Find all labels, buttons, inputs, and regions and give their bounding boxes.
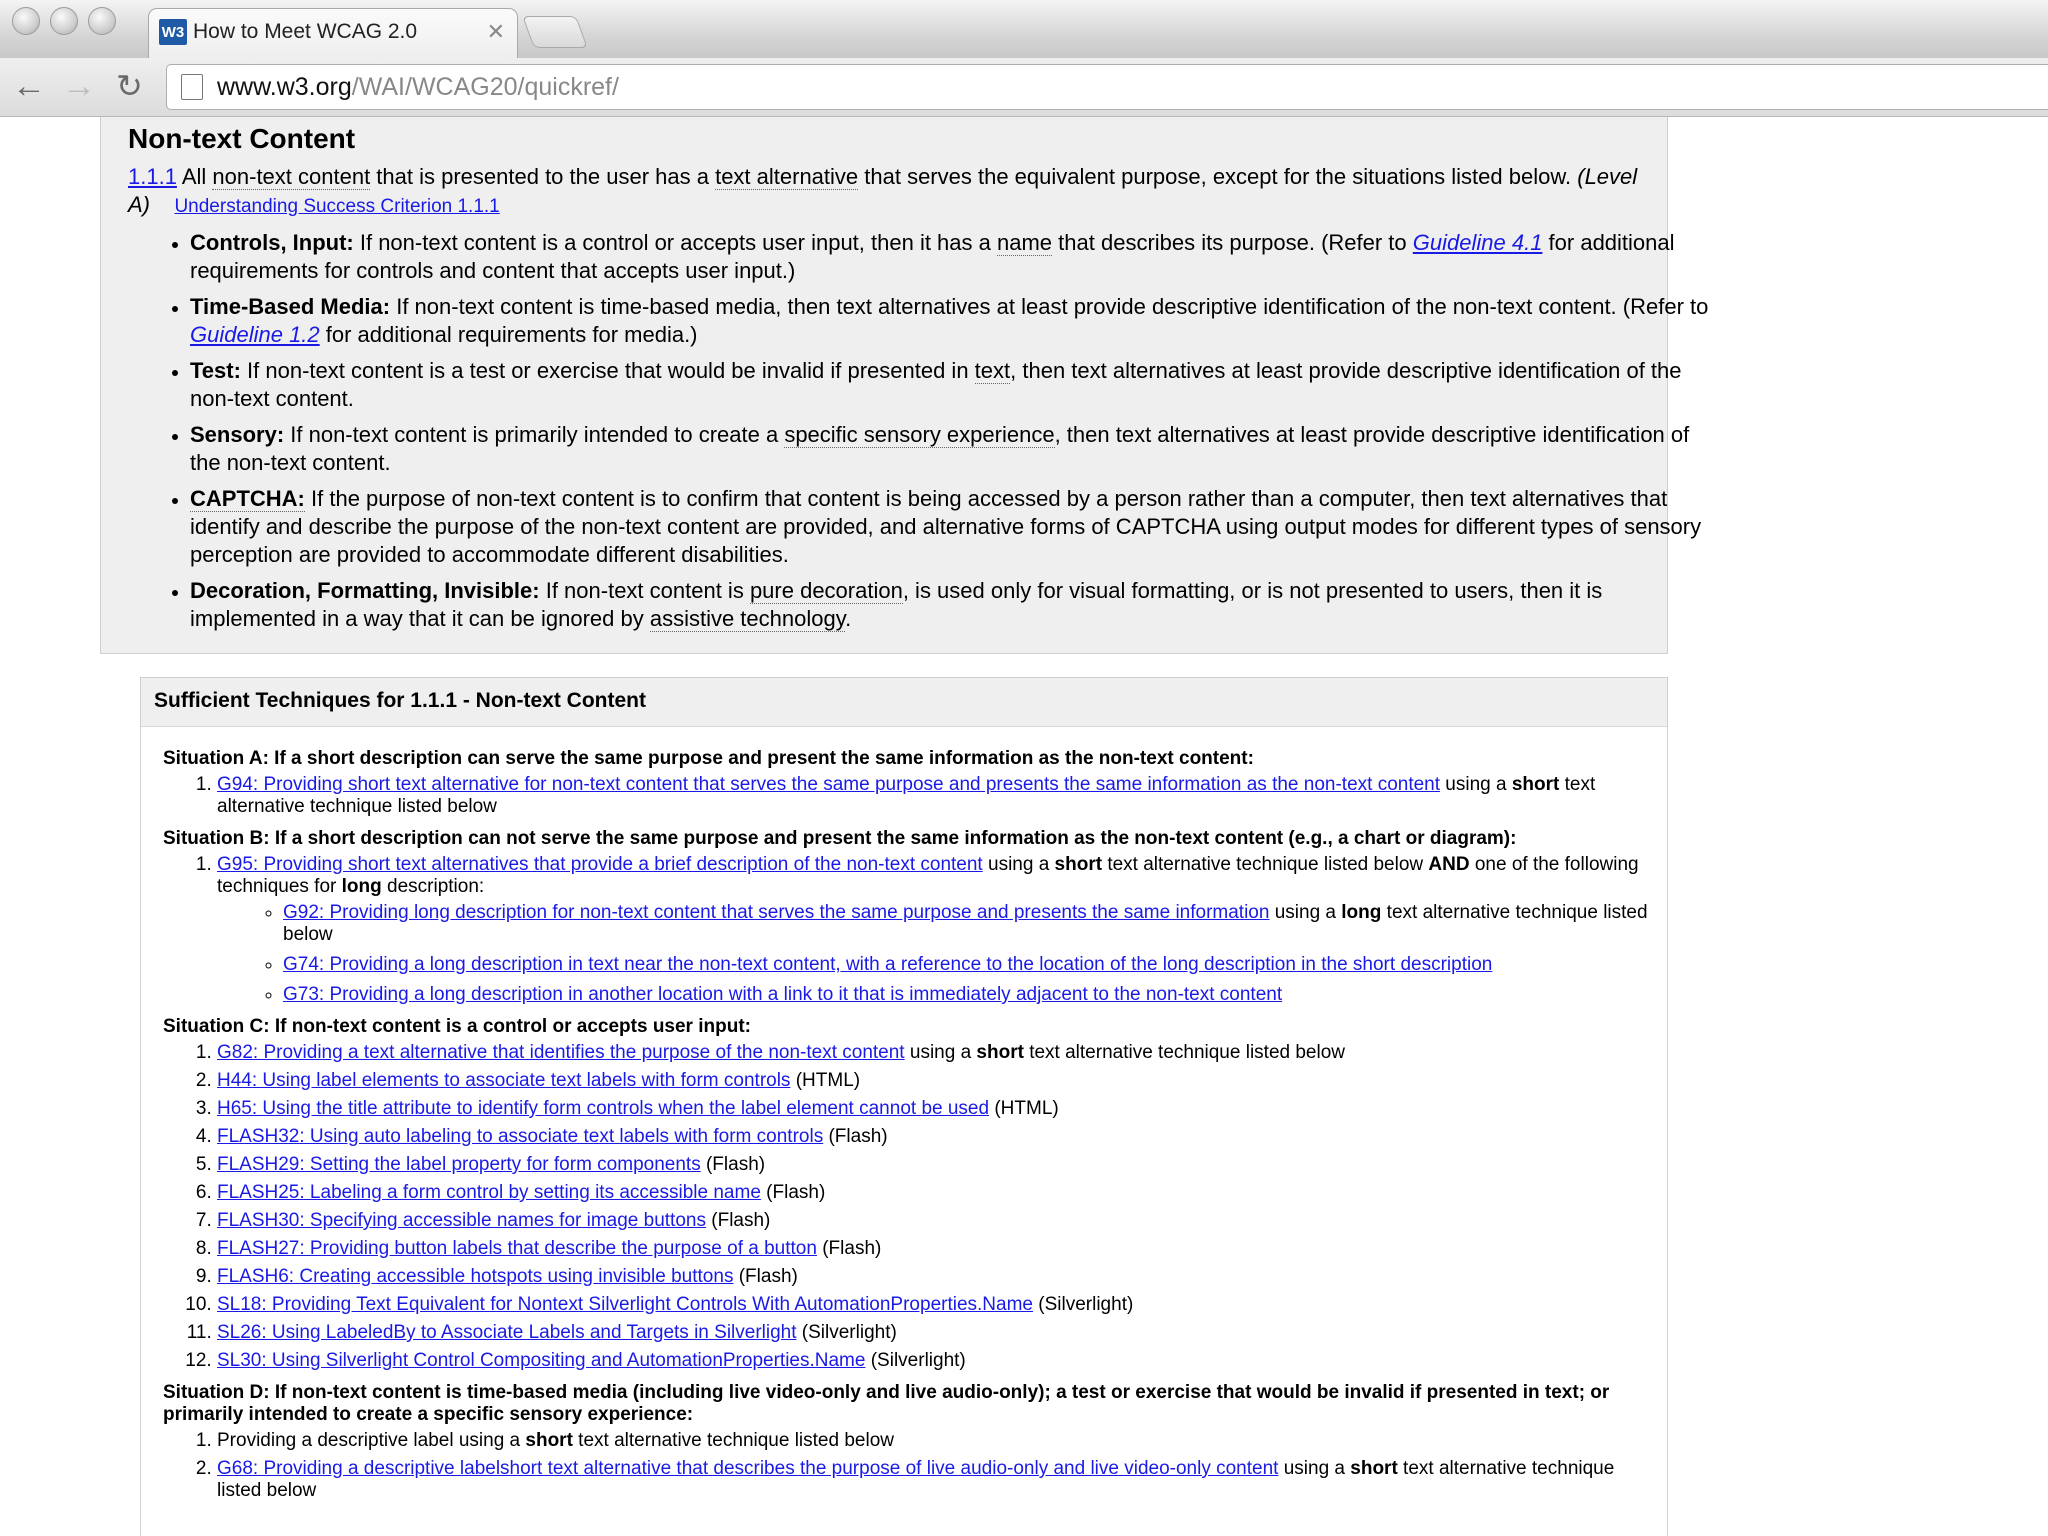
zoom-window-button[interactable] — [88, 7, 116, 35]
page-content — [0, 117, 2048, 1536]
technique-link-g68[interactable]: G68: Providing a descriptive labelshort text alternative that describes the purpose of live audio-only and live video-only content — [217, 1458, 1279, 1479]
w3c-favicon-icon: W3 — [159, 19, 187, 45]
list-item: 11. SL26: Using LabeledBy to Associate Labels and Targets in Silverlight (Silverlight) — [217, 1322, 1658, 1344]
list-item: 1. Providing a descriptive label using a short text alternative technique listed below — [217, 1430, 1658, 1452]
forward-arrow-icon[interactable]: → — [62, 67, 96, 105]
list-item: 8. FLASH27: Providing button labels that describe the purpose of a button (Flash) — [217, 1238, 1658, 1260]
list-item: 3. H65: Using the title attribute to identify form controls when the label element cannot be used (HTML) — [217, 1098, 1658, 1120]
technique-link-flash30[interactable]: FLASH30: Specifying accessible names for image buttons — [217, 1210, 706, 1231]
list-item: • Time-Based Media: If non-text content is time-based media, then text alternatives at least provide descriptive identification of the non-text content. (Refer to Guideline 1.2 for additional requirements for media.) — [190, 293, 1710, 349]
tab-title: How to Meet WCAG 2.0 — [193, 20, 418, 43]
page-icon — [181, 74, 203, 100]
term-specific-sensory-experience[interactable]: specific sensory experience — [784, 422, 1055, 447]
guideline-1-2-link[interactable]: Guideline 1.2 — [190, 322, 320, 347]
technique-link-h65[interactable]: H65: Using the title attribute to identify form controls when the label element cannot be used — [217, 1098, 990, 1119]
term-pure-decoration[interactable]: pure decoration — [749, 578, 903, 603]
list-item: 1. G94: Providing short text alternative for non-text content that serves the same purpose and presents the same information as the non-text content using a short text alternative technique listed below — [217, 774, 1658, 818]
techniques-box — [140, 677, 1668, 1536]
technique-link-g92[interactable]: G92: Providing long description for non-text content that serves the same purpose and presents the same information — [283, 902, 1270, 923]
address-bar[interactable] — [166, 64, 2048, 110]
term-non-text-content[interactable]: non-text content — [212, 164, 371, 189]
situation-d-title: Situation D: If non-text content is time-based media (including live video-only and live audio-only); a test or exercise that would be invalid if presented in text; or primarily intended to create a specific sensory experience: — [163, 1382, 1610, 1425]
new-tab-button[interactable] — [522, 16, 588, 48]
situation-c-title: Situation C: If non-text content is a control or accepts user input: — [163, 1016, 751, 1037]
list-item: • Decoration, Formatting, Invisible: If non-text content is pure decoration, is used only for visual formatting, or is not presented to users, then it is implemented in a way that it can be ignored by assistive technology. — [190, 577, 1710, 633]
list-item: • Sensory: If non-text content is primarily intended to create a specific sensory experience, then text alternatives at least provide descriptive identification of the non-text content. — [190, 421, 1710, 477]
term-text[interactable]: text — [974, 358, 1011, 383]
list-item: • Test: If non-text content is a test or exercise that would be invalid if presented in text, then text alternatives at least provide descriptive identification of the non-text content. — [190, 357, 1710, 413]
technique-link-flash32[interactable]: FLASH32: Using auto labeling to associate text labels with form controls — [217, 1126, 824, 1147]
technique-link-flash25[interactable]: FLASH25: Labeling a form control by setting its accessible name — [217, 1182, 761, 1203]
reload-icon[interactable]: ↻ — [116, 68, 143, 104]
list-item: 1. G82: Providing a text alternative that identifies the purpose of the non-text content using a short text alternative technique listed below — [217, 1042, 1658, 1064]
technique-link-sl26[interactable]: SL26: Using LabeledBy to Associate Labels and Targets in Silverlight — [217, 1322, 797, 1343]
list-item: 10. SL18: Providing Text Equivalent for Nontext Silverlight Controls With AutomationProperties.Name (Silverlight) — [217, 1294, 1658, 1316]
technique-link-flash6[interactable]: FLASH6: Creating accessible hotspots using invisible buttons — [217, 1266, 734, 1287]
sc-description: 1.1.1 All non-text content that is presented to the user has a text alternative that serves the equivalent purpose, except for the situations listed below. (Level A) Understanding Success Criterion 1.1.1 — [128, 164, 1638, 217]
situation-a-title: Situation A: If a short description can serve the same purpose and present the same information as the non-text content: — [163, 748, 1254, 769]
techniques-body — [163, 748, 1658, 1512]
technique-link-g95[interactable]: G95: Providing short text alternatives that provide a brief description of the non-text content — [217, 854, 983, 875]
minimize-window-button[interactable] — [50, 7, 78, 35]
technique-link-g82[interactable]: G82: Providing a text alternative that identifies the purpose of the non-text content — [217, 1042, 905, 1063]
close-tab-icon[interactable]: ✕ — [486, 19, 505, 44]
technique-link-g94[interactable]: G94: Providing short text alternative for non-text content that serves the same purpose and presents the same information as the non-text content — [217, 774, 1441, 795]
situation-b-list — [163, 854, 1658, 1006]
list-item — [283, 954, 1658, 976]
technique-link-sl18[interactable]: SL18: Providing Text Equivalent for Nontext Silverlight Controls With AutomationProperties.Name — [217, 1294, 1033, 1315]
window-titlebar — [0, 0, 2048, 59]
guideline-4-1-link[interactable]: Guideline 4.1 — [1412, 230, 1543, 255]
page-title: Non-text Content — [128, 123, 356, 154]
understanding-link[interactable]: Understanding Success Criterion 1.1.1 — [174, 196, 500, 217]
situation-b-title: Situation B: If a short description can not serve the same purpose and present the same information as the non-text content (e.g., a chart or diagram): — [163, 828, 1517, 849]
technique-link-h44[interactable]: H44: Using label elements to associate text labels with form controls — [217, 1070, 791, 1091]
list-item: • Controls, Input: If non-text content is a control or accepts user input, then it has a name that describes its purpose. (Refer to Guideline 4.1 for additional requirements for controls and content that accepts user input.) — [190, 229, 1710, 285]
technique-link-g74[interactable]: G74: Providing a long description in text near the non-text content, with a reference to the location of the long description in the short description — [283, 954, 1493, 975]
technique-link-flash27[interactable]: FLASH27: Providing button labels that describe the purpose of a button — [217, 1238, 817, 1259]
term-name[interactable]: name — [997, 230, 1053, 255]
list-item — [283, 984, 1658, 1006]
list-item: 2. H44: Using label elements to associate text labels with form controls (HTML) — [217, 1070, 1658, 1092]
list-item: 7. FLASH30: Specifying accessible names for image buttons (Flash) — [217, 1210, 1658, 1232]
technique-link-g73[interactable]: G73: Providing a long description in another location with a link to it that is immediately adjacent to the non-text content — [283, 984, 1283, 1005]
list-item: 2. G68: Providing a descriptive labelshort text alternative that describes the purpose of live audio-only and live video-only content using a short text alternative technique listed below — [217, 1458, 1658, 1502]
situation-d-list — [163, 1430, 1658, 1502]
list-item: • CAPTCHA: If the purpose of non-text content is to confirm that content is being accessed by a person rather than a computer, then text alternatives that identify and describe the purpose of the non-text content are provided, and alternative forms of CAPTCHA using output modes for different types of sensory perception are provided to accommodate different disabilities. — [190, 485, 1710, 569]
list-item: 12. SL30: Using Silverlight Control Compositing and AutomationProperties.Name (Silverlight) — [217, 1350, 1658, 1372]
techniques-header — [141, 678, 1667, 727]
list-item: 9. FLASH6: Creating accessible hotspots using invisible buttons (Flash) — [217, 1266, 1658, 1288]
technique-link-flash29[interactable]: FLASH29: Setting the label property for form components — [217, 1154, 701, 1175]
long-description-list — [217, 902, 1658, 1006]
url-text: www.w3.org/WAI/WCAG20/quickref/ — [217, 73, 619, 101]
exceptions-list — [128, 229, 1710, 641]
sc-number-link[interactable]: 1.1.1 — [128, 164, 177, 189]
techniques-heading: Sufficient Techniques for 1.1.1 - Non-text Content — [154, 689, 646, 712]
list-item: 4. FLASH32: Using auto labeling to associate text labels with form controls (Flash) — [217, 1126, 1658, 1148]
term-text-alternative[interactable]: text alternative — [715, 164, 859, 189]
browser-toolbar — [0, 58, 2048, 117]
list-item: ◦ G92: Providing long description for non-text content that serves the same purpose and presents the same information using a long text alternative technique listed below — [283, 902, 1658, 946]
situation-c-list — [163, 1042, 1658, 1372]
term-assistive-technology[interactable]: assistive technology — [649, 606, 846, 631]
browser-tab[interactable] — [148, 8, 518, 59]
technique-link-sl30[interactable]: SL30: Using Silverlight Control Compositing and AutomationProperties.Name — [217, 1350, 866, 1371]
list-item: 6. FLASH25: Labeling a form control by setting its accessible name (Flash) — [217, 1182, 1658, 1204]
back-arrow-icon[interactable]: ← — [12, 67, 46, 105]
close-window-button[interactable] — [12, 7, 40, 35]
list-item: 5. FLASH29: Setting the label property for form components (Flash) — [217, 1154, 1658, 1176]
situation-a-list — [163, 774, 1658, 818]
list-item: 1. G95: Providing short text alternatives that provide a brief description of the non-text content using a short text alternative technique listed below AND one of the following techniques for long description: ◦ G92: Providing long description for non-text content that serves the same purpose and presents the same information using a long text alternative technique listed below ◦ G74: Providing a long description in text near the non-text content, with a reference to the location of the long description in the short description ◦ G73: Providing a long description in another location with a link to it that is immediately adjacent to the non-text content — [217, 854, 1658, 1006]
level-label: (Level A) — [128, 164, 1638, 217]
